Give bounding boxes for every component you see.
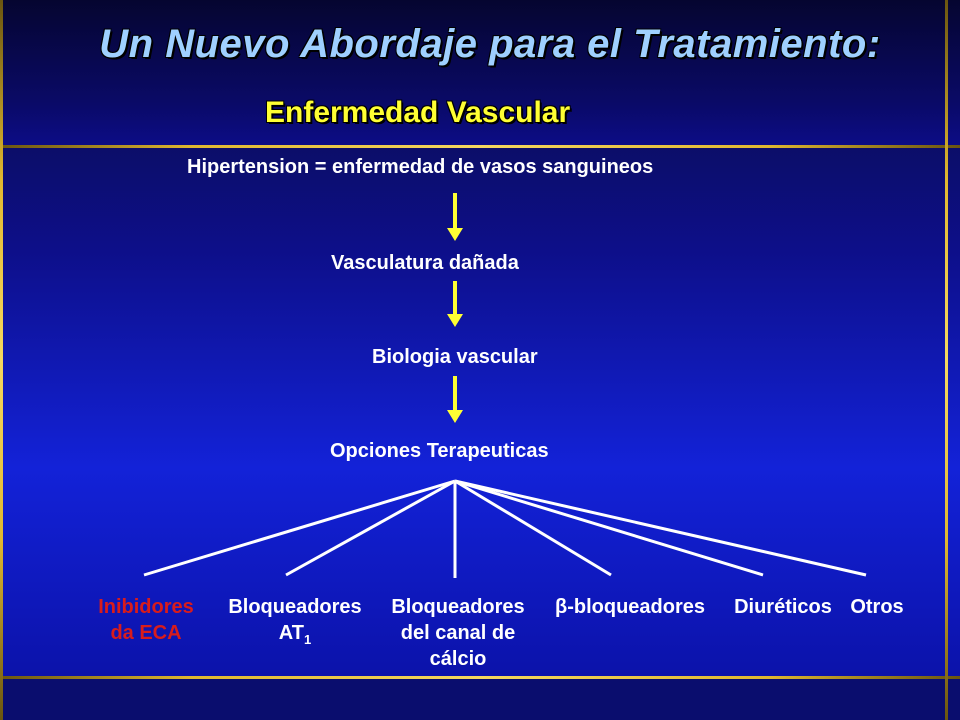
branch-line-6: [455, 481, 866, 575]
node-opciones: Opciones Terapeuticas: [330, 440, 549, 462]
option-3-line3: cálcio: [429, 648, 487, 670]
option-3-line2: del canal de: [400, 622, 516, 644]
option-2-line1: Bloqueadores: [228, 596, 362, 618]
option-4-line1: -bloqueadores: [567, 596, 705, 618]
option-3-line1: Bloqueadores: [391, 596, 525, 618]
option-2-line2: [215, 620, 375, 653]
branch-line-2: [286, 481, 455, 575]
option-1-line2: da ECA: [110, 622, 182, 644]
option-inibidores-eca: [86, 594, 206, 646]
node-hipertension: Hipertension = enfermedad de vasos sanguineos: [187, 156, 654, 178]
node-vasculatura: Vasculatura dañada: [331, 252, 519, 274]
beta-symbol: β: [554, 596, 568, 618]
option-bloqueadores-at1: [215, 594, 375, 653]
arrow-3-head: [447, 410, 463, 423]
option-1-line1: Inibidores: [98, 596, 194, 618]
branch-lines: [144, 481, 866, 578]
option-diureticos: [723, 594, 843, 620]
option-5-line1: Diuréticos: [734, 596, 832, 618]
arrow-1-head: [447, 228, 463, 241]
arrow-2: [447, 281, 463, 327]
node-biologia: Biologia vascular: [372, 346, 538, 368]
option-2-at: AT: [278, 622, 304, 644]
option-6-line1: Otros: [850, 596, 904, 618]
branch-line-4: [455, 481, 611, 575]
arrow-2-head: [447, 314, 463, 327]
branch-line-5: [455, 481, 763, 575]
option-bloqueadores-canal-calcio: [378, 594, 538, 672]
option-otros: [842, 594, 912, 620]
option-2-subscript: 1: [303, 632, 312, 647]
option-beta-bloqueadores: [540, 594, 720, 620]
arrow-1: [447, 193, 463, 241]
arrow-3: [447, 376, 463, 423]
slide-title: Un Nuevo Abordaje para el Tratamiento:: [99, 22, 881, 66]
slide-subtitle: Enfermedad Vascular: [265, 96, 571, 129]
branch-line-1: [144, 481, 455, 575]
